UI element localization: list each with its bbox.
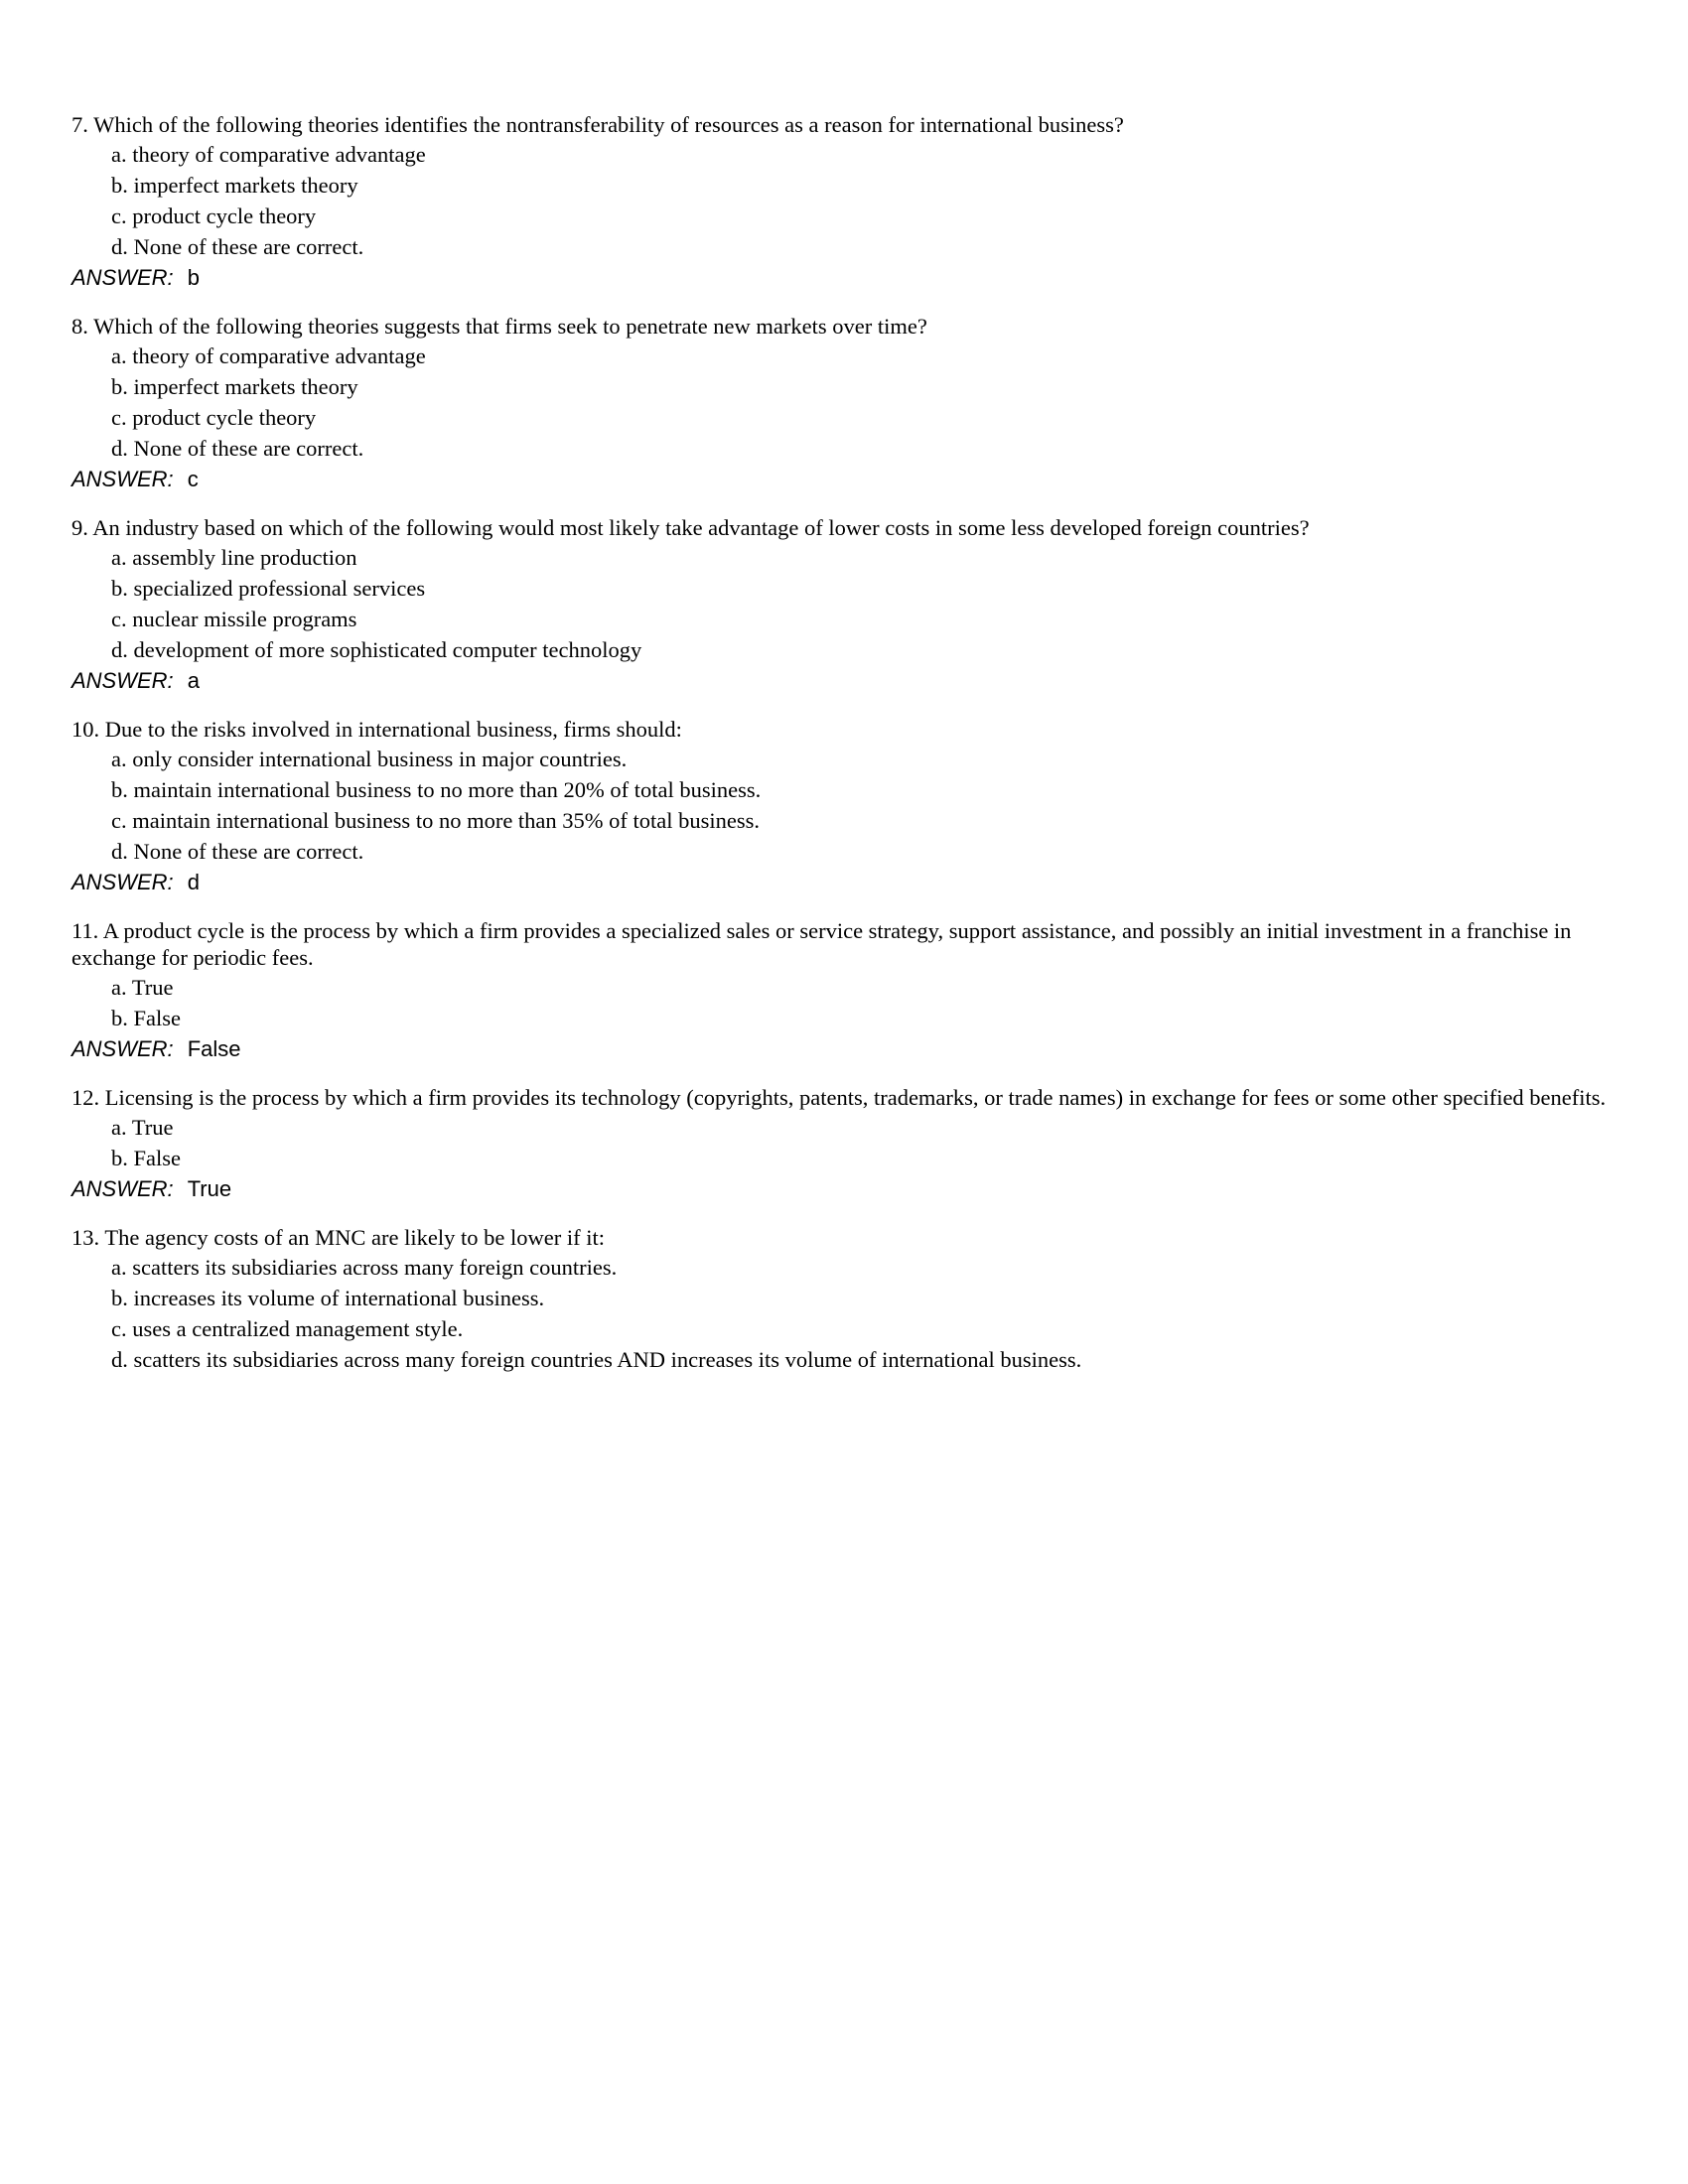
answer-option (111, 435, 1614, 462)
option-text: True (131, 1115, 174, 1140)
options-list (71, 544, 1614, 663)
question-number: 11. (71, 918, 99, 943)
answer-option (111, 746, 1614, 772)
option-letter: c. (111, 808, 127, 833)
option-text: development of more sophisticated computer technology (133, 637, 642, 662)
option-text: only consider international business in major countries. (132, 747, 628, 771)
question-item (71, 917, 1614, 1063)
question-item (71, 111, 1614, 292)
answer-option (111, 776, 1614, 803)
answer-label: ANSWER: (71, 870, 174, 894)
option-letter: d. (111, 436, 128, 461)
answer-option (111, 1254, 1614, 1281)
question-number: 12. (71, 1085, 100, 1110)
answer-value: True (187, 1176, 232, 1201)
question-text: Which of the following theories identifies the nontransferability of resources as a reason for international business? (93, 112, 1124, 137)
question-line (71, 111, 1614, 138)
option-letter: b. (111, 173, 128, 198)
option-letter: d. (111, 839, 128, 864)
option-letter: b. (111, 374, 128, 399)
question-number: 13. (71, 1225, 100, 1250)
answer-label: ANSWER: (71, 1036, 174, 1061)
options-list (71, 1254, 1614, 1373)
option-text: None of these are correct. (133, 839, 364, 864)
option-letter: a. (111, 747, 127, 771)
option-letter: c. (111, 204, 127, 228)
option-letter: b. (111, 777, 128, 802)
option-text: False (133, 1006, 181, 1030)
answer-line (71, 869, 1614, 896)
options-list (71, 974, 1614, 1031)
option-letter: a. (111, 142, 127, 167)
option-letter: b. (111, 1006, 128, 1030)
question-text: A product cycle is the process by which a firm provides a specialized sales or service strategy, support assistance, and possibly an initial investment in a franchise in exchange for periodic fees. (71, 918, 1572, 970)
option-text: scatters its subsidiaries across many foreign countries AND increases its volume of international business. (133, 1347, 1082, 1372)
answer-option (111, 544, 1614, 571)
answer-option (111, 233, 1614, 260)
question-item (71, 716, 1614, 896)
questions-list (71, 111, 1614, 1373)
answer-option (111, 373, 1614, 400)
question-line (71, 716, 1614, 743)
option-letter: c. (111, 405, 127, 430)
answer-option (111, 342, 1614, 369)
option-text: uses a centralized management style. (132, 1316, 464, 1341)
options-list (71, 746, 1614, 865)
options-list (71, 141, 1614, 260)
answer-value: b (187, 265, 200, 290)
answer-option (111, 1145, 1614, 1171)
option-text: product cycle theory (132, 204, 317, 228)
option-text: imperfect markets theory (133, 374, 358, 399)
option-letter: d. (111, 637, 128, 662)
answer-option (111, 807, 1614, 834)
answer-option (111, 606, 1614, 632)
answer-line (71, 667, 1614, 695)
option-letter: b. (111, 1286, 128, 1310)
question-line (71, 917, 1614, 971)
options-list (71, 342, 1614, 462)
option-letter: c. (111, 607, 127, 631)
option-letter: b. (111, 1146, 128, 1170)
question-item (71, 514, 1614, 695)
question-number: 9. (71, 515, 88, 540)
answer-value: False (187, 1036, 241, 1061)
answer-option (111, 203, 1614, 229)
answer-option (111, 404, 1614, 431)
option-text: theory of comparative advantage (132, 142, 426, 167)
question-line (71, 1084, 1614, 1111)
answer-option (111, 1315, 1614, 1342)
answer-option (111, 636, 1614, 663)
option-text: increases its volume of international business. (133, 1286, 545, 1310)
answer-option (111, 1114, 1614, 1141)
question-number: 8. (71, 314, 88, 339)
option-text: True (131, 975, 174, 1000)
question-item (71, 1084, 1614, 1203)
answer-option (111, 141, 1614, 168)
option-letter: a. (111, 545, 127, 570)
question-text: Due to the risks involved in international business, firms should: (104, 717, 682, 742)
answer-line (71, 1035, 1614, 1063)
answer-label: ANSWER: (71, 265, 174, 290)
answer-value: c (187, 467, 199, 491)
question-line (71, 514, 1614, 541)
option-text: nuclear missile programs (132, 607, 357, 631)
answer-line (71, 264, 1614, 292)
option-letter: a. (111, 975, 127, 1000)
question-number: 7. (71, 112, 88, 137)
answer-line (71, 466, 1614, 493)
answer-label: ANSWER: (71, 668, 174, 693)
option-text: maintain international business to no more than 35% of total business. (132, 808, 761, 833)
option-text: None of these are correct. (133, 436, 364, 461)
answer-option (111, 1005, 1614, 1031)
answer-option (111, 838, 1614, 865)
options-list (71, 1114, 1614, 1171)
answer-label: ANSWER: (71, 467, 174, 491)
answer-value: a (187, 668, 200, 693)
answer-value: d (187, 870, 200, 894)
option-letter: a. (111, 1255, 127, 1280)
option-text: scatters its subsidiaries across many foreign countries. (132, 1255, 618, 1280)
option-letter: b. (111, 576, 128, 601)
answer-label: ANSWER: (71, 1176, 174, 1201)
question-text: Licensing is the process by which a firm provides its technology (copyrights, patents, trademarks, or trade names) in exchange for fees or some other specified benefits. (104, 1085, 1607, 1110)
question-item (71, 1224, 1614, 1373)
answer-option (111, 974, 1614, 1001)
option-text: imperfect markets theory (133, 173, 358, 198)
answer-option (111, 575, 1614, 602)
option-text: theory of comparative advantage (132, 343, 426, 368)
option-letter: c. (111, 1316, 127, 1341)
answer-option (111, 172, 1614, 199)
question-item (71, 313, 1614, 493)
option-text: False (133, 1146, 181, 1170)
question-text: An industry based on which of the following would most likely take advantage of lower costs in some less developed foreign countries? (92, 515, 1310, 540)
option-letter: d. (111, 1347, 128, 1372)
option-text: product cycle theory (132, 405, 317, 430)
option-letter: a. (111, 1115, 127, 1140)
answer-option (111, 1285, 1614, 1311)
option-text: maintain international business to no more than 20% of total business. (133, 777, 762, 802)
answer-option (111, 1346, 1614, 1373)
question-text: Which of the following theories suggests that firms seek to penetrate new markets over time? (93, 314, 927, 339)
answer-line (71, 1175, 1614, 1203)
option-text: assembly line production (132, 545, 357, 570)
option-letter: d. (111, 234, 128, 259)
option-letter: a. (111, 343, 127, 368)
question-line (71, 313, 1614, 340)
option-text: specialized professional services (133, 576, 426, 601)
question-line (71, 1224, 1614, 1251)
question-number: 10. (71, 717, 100, 742)
option-text: None of these are correct. (133, 234, 364, 259)
question-text: The agency costs of an MNC are likely to be lower if it: (104, 1225, 605, 1250)
